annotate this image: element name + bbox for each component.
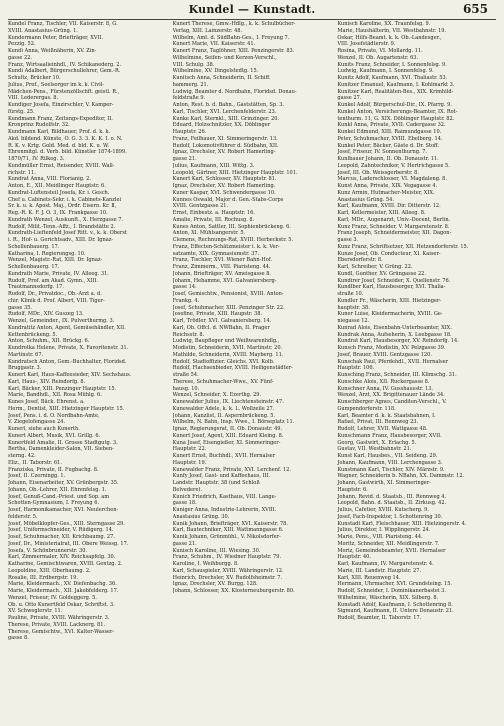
directory-entry-line: Rudolf, Milit.-Tenn.-Affz., I. Brandstätte 2. bbox=[8, 223, 116, 230]
directory-entry-line: Mädchen-Pens., Fürstenzöllschft. geistl. R., bbox=[8, 88, 120, 95]
directory-entry-line: Franz, Effecten-Schätzmeister i. k. k. Ver- bbox=[172, 243, 280, 250]
directory-entry-line: VIII. Schulg. 38. bbox=[172, 61, 215, 68]
directory-entry-line: Ludwig, Baupfleger und Weißwarenhdlg., bbox=[172, 338, 280, 345]
directory-entry-line: Kuner Luise, Kleidermacherin, XVIII. Ge- bbox=[337, 311, 443, 318]
directory-entry-line: richstr. 11. bbox=[8, 169, 36, 176]
directory-entry-line: Wenzel, Gemeinder., IX. Pulverthurmg. 3. bbox=[8, 318, 115, 324]
directory-entry-line: feldstraße 9. bbox=[172, 95, 206, 102]
directory-entry-line: gasse 18. bbox=[172, 500, 197, 507]
directory-entry-line: Kundirer Josef, Schneider, X. Quellenstr. 76. bbox=[337, 277, 451, 284]
page-title: Kundel — Kunstadt. bbox=[188, 3, 316, 16]
directory-entry-line: Kunschke Alois, XII. Ruckergasse 8. bbox=[337, 378, 430, 385]
directory-entry-line: Wilhelmine, Wäscherin, XIX. Silberg. 8. bbox=[337, 594, 439, 601]
directory-entry-line: Kunz Franz, Schriftsetzer, XII. Hetzendorferstr. 15. bbox=[337, 243, 469, 250]
directory-entry-line: Kuniger Anna, Industrie-Lehrerin, XVIII. bbox=[172, 507, 277, 513]
directory-entry-line: satzamte, XIX. Gymnasiumstr. 37. bbox=[172, 250, 260, 257]
directory-entry-line: straße 10. bbox=[337, 291, 364, 297]
directory-entry-line: Josef, Uniformschneider, V. Rüdigerg. 14. bbox=[8, 527, 114, 534]
directory-entry-line: Kunschberger Agnes, Canditen-Verschl., V. bbox=[337, 399, 447, 405]
directory-entry-line: Leopold, Zahntechniker, V. Hertrichgasse 5. bbox=[337, 162, 450, 169]
directory-entry-line: Franz, Zimmerm., VIII. Piaristeng. 44. bbox=[172, 264, 271, 270]
directory-entry-line: Kuna Josef, Eisengießer, XI. Simmeringer- bbox=[172, 439, 281, 446]
directory-entry-line: Reichsstr. 8. bbox=[172, 331, 205, 338]
directory-entry-line: Karl, Kellermeister, XIII. Alleeg. 8. bbox=[337, 210, 426, 216]
directory-entry-line: Kunz Franz, Schneider, V. Margaretenstr. 8. bbox=[337, 223, 450, 230]
directory-entry-line: Marie, Kleidermach., XII. Jakobfelderg. 17. bbox=[8, 588, 119, 594]
directory-entry-line: Rudolf, Beamter, II. Taborstr. 17. bbox=[337, 615, 422, 621]
directory-entry-line: Wagner, Schneiderin b. NBahn, XX. Dammstr. 12. bbox=[337, 473, 465, 480]
directory-column-3 bbox=[337, 21, 496, 718]
directory-entry-line: Kunz Armin, Hutmacher-Meister, XIX. bbox=[337, 189, 435, 196]
directory-entry-line: Kunitsch Anna, Schneiderin, II. Schiff. bbox=[172, 75, 271, 81]
directory-entry-line: Josef, Fach-Inspektor, I. Schottenring 30. bbox=[337, 513, 443, 520]
directory-entry-line: Kunstadt Karl, Fleischhauer, XIII. Hietzingerstr. 4. bbox=[337, 520, 467, 527]
directory-entry-line: Johann, Kaufmann, VIII. Lerchengasse 3. bbox=[337, 459, 443, 466]
directory-entry-line: Kunitz Adolf, Kaufmann, XVI. Thaliastr. 53. bbox=[337, 75, 448, 81]
directory-entry-line: Kunst Anna, Private, XIX. Vegagasse 4. bbox=[337, 183, 438, 189]
directory-entry-line: Kunits Franz, Schneider, I. Sonnenfelsg. 9. bbox=[337, 61, 447, 68]
directory-entry-line: Ignaz, Regierungsrat, II. Ob. Donaustr. 49. bbox=[172, 426, 283, 432]
directory-entry-line: Johann, Schlosser, XX. Klosterneuburgerstr. 80. bbox=[172, 588, 295, 594]
directory-entry-line: Anton, Rest. b. d. Bahn., Gaststätten, Sp. 3. bbox=[172, 102, 285, 108]
directory-entry-line: Hermann, Uhrmacher, XVI. Grundsteing. 15. bbox=[337, 581, 453, 588]
directory-entry-line: Kundler Fr., Wäscherin, XIII. Hietzinger- bbox=[337, 297, 442, 304]
directory-entry-line: Katharine, Gemischtwaren, XVIII. Gentzg. 2. bbox=[8, 561, 123, 567]
directory-entry-line: Josef, II. Czerningg. 1. bbox=[8, 473, 66, 480]
directory-entry-line: Hauptstr. 40. bbox=[337, 554, 371, 561]
directory-entry-line: Modistin, Schneiderin, XVII. Martinstr. 20. bbox=[172, 345, 283, 351]
directory-entry-line: Therese, Gemischtw., XVI. Kalter-Wasser- bbox=[8, 628, 115, 635]
directory-entry-line: felderstr. 5. bbox=[8, 513, 38, 520]
directory-entry-line: Kunitzer Karl, Realitäten-Bes., XIX. Krimhild- bbox=[337, 88, 454, 95]
directory-entry-line: Landstr. Hauptstr. 38 (und Schloß bbox=[172, 480, 260, 486]
directory-entry-line: Kunstmann Karl, Tischler, XIV. Märzstr. 9. bbox=[337, 466, 445, 473]
directory-entry-line: Kunst Karl, Hausbes., VII. Seideng. 29. bbox=[337, 453, 438, 459]
directory-entry-line: Kunert Karl, Schlosser, XV. Hauptstr. 81. bbox=[172, 176, 277, 183]
directory-entry-line: Josef, Möbelklopfer-Ges., XIII. Sterngasse 29. bbox=[8, 520, 125, 527]
directory-entry-line: Kundlber Karl, Hausbesorger, XVI. Thalia- bbox=[337, 284, 446, 291]
directory-entry-line: Hauptstr. 6. bbox=[337, 486, 368, 493]
directory-entry-line: gasse 3. bbox=[337, 237, 359, 243]
directory-entry-line: Kundl, Gunther, XV. Grüngasse 22. bbox=[337, 270, 426, 277]
directory-entry-line: Karl, Trödler, XVI. Galvaniersberg. 14. bbox=[172, 318, 272, 324]
directory-entry-line: gasse 22. bbox=[8, 54, 33, 61]
directory-entry-line: Wilhelmine, XV. Dingelstedtg. 15. bbox=[172, 68, 259, 75]
directory-entry-line: Kundmann Karl, Bildhauer, Prof. d. k. k. bbox=[8, 129, 111, 135]
directory-entry-line: Kunlbauer Johann, II. Ob. Donaustr. 11. bbox=[337, 156, 439, 162]
directory-entry-line: Leopoldine, XIII. Oberbaumg. 2. bbox=[8, 567, 91, 574]
directory-entry-line: Kundermann Peter, Briefträger, XVII. bbox=[8, 34, 104, 41]
directory-entry-line: Kronprinz Rudolfstr. 32. bbox=[8, 122, 70, 129]
directory-entry-line: Kuner Kaspar, XVI. Schwendergasse 10. bbox=[172, 189, 276, 196]
directory-entry-line: Josefine, Private, XIII. Haupstr. 38. bbox=[172, 311, 263, 318]
directory-entry-line: Kunstadt Adolf, Kaufmann, I. Schottenring 8. bbox=[337, 601, 453, 608]
directory-entry-line: Kunkel Peter, Bäcker, Gäste d. Dr. Stoff. bbox=[337, 142, 439, 149]
directory-entry-line: Kundi Anna, Weißnäherin, XV. Zin- bbox=[8, 48, 97, 54]
directory-entry-line: Karl, Schauspieler, XVIII. Währingerstr. 12. bbox=[172, 567, 284, 574]
directory-entry-line: Kunrad Alois, Eisenbahn-Unterbeamter, XIX. bbox=[337, 324, 452, 331]
directory-entry-line: Ignaz, Drechsler, XV. Robert Hamerling. bbox=[172, 183, 276, 189]
directory-entry-line: Anton, E., XII. Meidlinger Hauptstr. 6. bbox=[8, 183, 106, 189]
directory-entry-line: Verlag, XIII. Lainzerstr. 48. bbox=[172, 27, 243, 34]
directory-entry-line: Kundrath-Lieftenfeld Josef Ritt. v., k. k. Oberst bbox=[8, 230, 127, 237]
directory-entry-line: Belvedere). bbox=[172, 486, 203, 493]
directory-entry-line: Karl, Bäcker, XIII. Penzinger Hauptstr. 15. bbox=[8, 385, 117, 392]
directory-entry-line: Johann, Gastwirth, XI. Simmeringer- bbox=[337, 480, 431, 486]
directory-entry-line: Georg, Gastwirt, X. Erlachg. 5. bbox=[337, 439, 417, 446]
directory-entry-line: Wilhelm, Amt. d. SüdBahn-Ges., I. Freyung 7. bbox=[172, 34, 290, 41]
directory-entry-line: XVIII. Anastasius-Grüng. 1. bbox=[8, 27, 78, 34]
directory-entry-line: gasse 35. bbox=[8, 304, 33, 311]
directory-entry-line: VIII. Josefstädterstr. 9. bbox=[337, 41, 396, 48]
directory-entry-line: Kunkl Anna, Private, XVII. Cadergasse 32. bbox=[337, 122, 446, 129]
directory-entry-line: Anton, Schuhm., XII. Brückg. 6. bbox=[8, 338, 90, 345]
directory-entry-line: Wenzel, Friseur, IV. Goldeggerg. 5. bbox=[8, 594, 97, 601]
directory-entry-line: Kunewalder Franz, Private, XVI. Lerchenf. 12. bbox=[172, 466, 291, 473]
directory-entry-line: Karl, MDr., Augenarzt, Univ.-Docent, Berlin. bbox=[337, 216, 451, 223]
directory-entry-line: Karl, XIII. Reuenweg 14. bbox=[337, 574, 401, 581]
directory-entry-line: Kunisch Karoline, XX. Traunfelsg. 9. bbox=[337, 21, 431, 27]
directory-entry-line: Karl, Schreiber, V. Grüng. 22. bbox=[337, 264, 413, 270]
directory-entry-line: chir. Klinik d. Prof. Albert, VIII. Tiger- bbox=[8, 297, 105, 304]
directory-entry-line: gasse 8. bbox=[8, 635, 29, 642]
directory-columns bbox=[8, 21, 496, 718]
directory-entry-line: Josef, Friseur, IV. Sonnenthurng. 7. bbox=[337, 149, 427, 156]
directory-entry-line: Johann, Briefträger, XV. Ameisgasse 8. bbox=[172, 270, 272, 277]
directory-entry-line: Josef, Dr., Ministerialrat, III. Obere Weissg. 17. bbox=[8, 540, 129, 547]
directory-entry-line: hausg. 10. bbox=[172, 385, 200, 392]
directory-entry-line: Karl, Kaufmann, IV. Margaretenstr. 4. bbox=[337, 561, 434, 567]
directory-entry-line: Reg.-R. K. F. J. O. 3, IX. Frankgasse 10. bbox=[8, 210, 108, 216]
directory-entry-line: Kunnes Oswald, Major d. Gen.-Stabs-Corps bbox=[172, 196, 284, 203]
directory-entry-line: Josef, III. Ob. Weissgerberstr. 8. bbox=[337, 169, 419, 176]
directory-entry-line: Schultz, Brücker 10. bbox=[8, 75, 61, 81]
directory-entry-line: Rudolf, Stadtoffizier. Gleichs. XVI. Kolb. bbox=[172, 358, 275, 365]
directory-entry-line: Schellenbauerg. 17. bbox=[8, 264, 60, 270]
directory-entry-line: Kunert Franz, Taglöhner, XIII. Penzingerstr. 83. bbox=[172, 48, 295, 54]
directory-entry-line: Rafael, Privat, III. Rennweg 23. bbox=[337, 419, 419, 426]
directory-entry-line: Kundmann Franz, Zeitungs-Expeditor, II. bbox=[8, 115, 113, 122]
directory-entry-line: Anton, XI. Mühlsangerstr. 5. bbox=[172, 230, 246, 237]
directory-entry-line: Josef, Schuhmacher, XIII. Penzinger Str. 22. bbox=[172, 304, 285, 311]
directory-entry-line: Kunschmann Franz, Hausbesorger, XVII. bbox=[337, 432, 442, 439]
directory-entry-line: Franziska, Private, II. Fugbachg. 8. bbox=[8, 466, 99, 473]
directory-entry-line: Hauptstr. 19. bbox=[172, 459, 207, 466]
directory-column-2 bbox=[173, 21, 332, 718]
directory-entry-line: Kunschner Anna, IV. Gusshausstr. 13. bbox=[337, 385, 434, 392]
directory-entry-line: Mathilde, Schneiderin, XVIII. Mayberg. 11. bbox=[172, 351, 284, 358]
directory-entry-line: R. K. v. Krtg. Gold. Med. d. bld. K. u. W. bbox=[8, 142, 109, 149]
directory-entry-line: Pezzig. 52. bbox=[8, 41, 36, 48]
directory-entry-line: Kunes Josef, Bäck. Ehrenst. a. bbox=[8, 399, 85, 405]
directory-entry-line: Wenzel, Schneider, X. Ezerthg. 29. bbox=[172, 392, 262, 399]
directory-entry-line: Ludwig, Beamter d. Nordbahn, Floridsd. Donau- bbox=[172, 88, 297, 95]
directory-entry-line: Therese, Private, XVIII. Lacknerg. 81. bbox=[8, 621, 106, 628]
directory-entry-line: Moriz, Gemeindebeamter, XVII. Hernalser bbox=[337, 547, 446, 554]
directory-entry-line: Gumpendorferstr. 118. bbox=[337, 405, 396, 412]
directory-entry-line: Karl, Zimmermaler, XIV. Reichsapfelg. 30. bbox=[8, 554, 116, 561]
directory-entry-line: Kunisch Karoline, III. Wiesing. 30. bbox=[172, 547, 261, 554]
directory-entry-line: Josefa, V. Schönbrunnerstr. 30. bbox=[8, 547, 88, 554]
directory-entry-line: Marcus, Laderschlosser, VI. Magdaleng. 8. bbox=[337, 176, 447, 183]
directory-column-1 bbox=[8, 21, 167, 718]
directory-entry-line: Ob. u. Otto Kunertfeld Oskar, Schriftst. 3. bbox=[8, 601, 115, 608]
directory-entry-line: sterng. 42. bbox=[8, 453, 36, 459]
directory-entry-line: Rudolf, Flachsenbieder, XVIII. Heiligenstädter- bbox=[172, 365, 293, 372]
directory-entry-line: Trautmannsdorfg. 17. bbox=[8, 284, 64, 291]
directory-entry-line: Kunert Ernst, Buchhdl., XVII. Hernalser bbox=[172, 453, 276, 459]
directory-entry-line: hammerg. 21. bbox=[172, 81, 209, 88]
directory-entry-line: Josef, Pens. i. d. Ö. Nordbahn-Amte, bbox=[8, 412, 100, 419]
directory-entry-line: XVIII. Gentzgasse 21. bbox=[172, 203, 229, 210]
directory-entry-line: Julius, Prof., Seelsorger im k. k. Civil- bbox=[8, 81, 105, 88]
directory-entry-line: Moritz, Schneider, XII. Meidlingerstr. 7. bbox=[337, 540, 440, 547]
directory-entry-line: Karoline, I. Weihburgg. 8. bbox=[172, 561, 239, 567]
directory-entry-line: Marie, Pens., VIII. Piaristeng. 44. bbox=[337, 534, 423, 540]
directory-entry-line: Oskar, Hilfs-Beamt. k. k. Ob.-Landesger., bbox=[337, 34, 442, 41]
directory-entry-line: Kunert Karl, Haus-Kaffeesieder, XIV. Sechshaus. bbox=[8, 372, 132, 378]
directory-entry-line: Kunertfeld Amalie, II. Grosse Stadtgutg. 3. bbox=[8, 439, 118, 446]
page-number: 655 bbox=[462, 2, 488, 16]
directory-entry-line: Marie, Kleidermach., XV. Diefenbachg. 36. bbox=[8, 581, 117, 588]
directory-entry-line: Sigmund, Kaufmann, II. Untere Donaustr. 21. bbox=[337, 608, 454, 615]
directory-entry-line: Ludwig, Kaufmann, I. Sonnenfelsg. 9. bbox=[337, 68, 434, 75]
directory-entry-line: Kunert Albert, Musik, XVI. Grillg. 6. bbox=[8, 432, 101, 439]
directory-entry-line: Eduard, Holzschnitzler, XX. Döblinger bbox=[172, 122, 271, 129]
directory-entry-line: VIII. Lederergas. 8. bbox=[8, 95, 59, 102]
directory-entry-line: Kunkel Adolf, Bürgerschul-Dir., IX. Pfarrg. 9. bbox=[337, 102, 452, 108]
directory-entry-line: Akd. bildend. Künste, Ö. G. 3. 3. K. K. I. o. N. bbox=[8, 135, 123, 142]
directory-entry-line: Rudolf, Lehrer, XVII. Wattgasse 48. bbox=[337, 426, 428, 432]
directory-entry-line: Frankg. 4. bbox=[172, 297, 200, 304]
directory-entry-line: Rudolf, Dr., Privatdoc., Ob.-Arzt a. d. bbox=[8, 291, 102, 297]
directory-entry-line: Peter, Schuhmacher, XVIII. Ebelberg. 14. bbox=[337, 135, 443, 142]
directory-entry-line: Wilhelmine, Seifen- und Kerzen-Verschl., bbox=[172, 54, 277, 61]
directory-entry-line: tenthurm. 11, G. XIX. Döblinger Hauptstr. 82. bbox=[337, 115, 455, 122]
directory-entry-line: Leopold, Bahn. d. Staatsb., II. Zirkusg. 42. bbox=[337, 500, 447, 507]
directory-entry-line: Herm., Dentist, XIII. Hietzinger Hauptstr. 15. bbox=[8, 405, 125, 412]
directory-entry-line: Josef, Genuß-Cand.-Priest. und Sop. am bbox=[8, 493, 110, 500]
directory-entry-line: Wenzel, II. Ob. Augartenstr. 63. bbox=[337, 54, 419, 61]
directory-entry-line: Kundrat-Luftensteil Josefa, Kr. i. Gesch. bbox=[8, 189, 110, 196]
directory-entry-line: Rudolf, Lokomotivführer d. Südbahn, XII. bbox=[172, 142, 279, 149]
directory-entry-line: Julius, Cafetier, XVIII. Kutscherg. 9. bbox=[337, 507, 430, 513]
directory-entry-line: Rosalie, III. Erdbergstr. 19. bbox=[8, 574, 78, 581]
directory-entry-line: Kundmüller Ernst, Reisender, XVIII. Wall- bbox=[8, 162, 115, 169]
directory-entry-line: Heinrich, Drechsler, XV. Rudolfsheimstr. 7. bbox=[172, 574, 283, 581]
page-header bbox=[0, 0, 504, 20]
directory-entry-line: 1870/71, IV. Rilkeg. 3. bbox=[8, 156, 65, 162]
directory-entry-line: Wenzel, Arzt, XX. Brigittenauer Lände 34. bbox=[337, 392, 445, 399]
directory-entry-line: Kettenbrückeng. 5. bbox=[8, 331, 58, 338]
directory-entry-line: Kunert Marie, VII. Kaiserstr. 41. bbox=[172, 41, 256, 48]
directory-entry-line: gasse 21. bbox=[172, 540, 197, 547]
directory-entry-line: Hauptstr. 106. bbox=[337, 365, 375, 372]
directory-entry-line: Kunke Karl, Sternkl., XIII. Grinzinger. 20. bbox=[172, 115, 280, 122]
directory-entry-line: Johann, Ob.-Lehrer, XII. Ehrenfelsg. 1. bbox=[8, 486, 107, 493]
directory-entry-line: gasse 21. bbox=[172, 156, 197, 162]
directory-entry-line: Wenzel, Magistr.-Rat, XIII. Dr. Ignaz- bbox=[8, 257, 103, 264]
directory-entry-line: Schotten-Gymnasium, I. Freyung 6. bbox=[8, 500, 100, 507]
directory-entry-line: Bruggastr. 3. bbox=[8, 365, 42, 372]
directory-entry-line: hauptstr. 38. bbox=[337, 304, 370, 311]
directory-entry-line: Schellenbauerg. 17. bbox=[8, 243, 60, 250]
directory-entry-line: V. Ziegelofengasse 24. bbox=[8, 419, 66, 426]
directory-entry-line: Josef, Gemischtw., Pensionist, XVIII. Anton- bbox=[172, 291, 284, 297]
directory-entry-line: Marie, III. Landstr. Hauptstr. 27. bbox=[337, 567, 422, 574]
directory-entry-line: Kunewalder Adele, k. k. L. Wollzeile 27. bbox=[172, 405, 275, 412]
directory-entry-line: Kundrat Anna, VIII. Florianig. 2. bbox=[8, 176, 91, 183]
directory-entry-line: XV. Schweglerstr. 11. bbox=[8, 608, 63, 615]
directory-entry-line: Gustav, VII. Westbahnstr. 21. bbox=[337, 446, 412, 453]
directory-entry-line: Johann, Hebamme, XVI. Galvaniersberg- bbox=[172, 277, 277, 284]
directory-entry-line: Kunert Josef, Agent, XIII. Eduard Kleing. 8. bbox=[172, 432, 284, 439]
directory-entry-line: Ernst, Einbestz. a. Hauptstr. 16. bbox=[172, 210, 255, 216]
directory-entry-line: Kundrak Anna, Aufseherin, X. Leebgasse 18. bbox=[337, 331, 452, 338]
directory-entry-line: Kunkel Anton, Versicherungs-Beamter, IX. Rot- bbox=[337, 108, 458, 115]
directory-entry-line: Karl, Ob. Offcl. d. NWBahn, II. Prager bbox=[172, 324, 270, 331]
directory-entry-line: Kundiger Josefa, Einzirschler, V. Kamper- bbox=[8, 102, 114, 108]
directory-entry-line: Ebersdorferstr. 8. bbox=[337, 257, 383, 264]
directory-entry-line: Ignaz, Drechsler, XV. Robert Hamerling- bbox=[172, 149, 276, 156]
directory-entry-line: Clemens, Rechnungs-Rat, XVIII. Herbeckstr. 5. bbox=[172, 237, 294, 243]
directory-entry-line: Therese, Schuhmacher-Wwe., XV. Fünf- bbox=[172, 378, 274, 385]
directory-entry-line: Rosina, Private, VI. Mollardg. 11. bbox=[337, 48, 423, 54]
directory-entry-line: Hauptstr. 26. bbox=[172, 129, 207, 135]
directory-entry-line: gasse 14. bbox=[172, 284, 197, 291]
directory-entry-line: Kundi Adalbert, Bürgerschullehrer, Gem.-R. bbox=[8, 68, 121, 75]
directory-entry-line: Kundratsch Anton, Gem.-Buchhalter, Floridsd. bbox=[8, 358, 127, 365]
directory-entry-line: Josef, Brauer, XVIII. Gentzgasse 120. bbox=[337, 351, 432, 358]
directory-entry-line: Kunik Johann, Briefträger, XVI. Kaiserstr. 78. bbox=[172, 520, 288, 527]
directory-entry-line: Karl, Bautechniker, XIII. Wattmanngasse 6. bbox=[172, 527, 284, 534]
directory-entry-line: Rudolf, Prof. am Akad. Gymn., XIII. bbox=[8, 277, 99, 284]
directory-entry-line: Kunze Josef, Ob. Conducteur, XI. Kaiser- bbox=[337, 250, 441, 257]
directory-entry-line: Franz, Tischler, XVI. Wiener Bahn-Hof. bbox=[172, 257, 273, 264]
directory-entry-line: Chef u. Cabinets-Sekr. i. k. Cabinets-Kanzlei bbox=[8, 196, 122, 203]
directory-entry-line: Martinstr. 67. bbox=[8, 351, 44, 358]
directory-entry-line: straße 54. bbox=[172, 372, 199, 378]
directory-entry-line: Marie, Haushälterin, VII. Westbahnstr. 19. bbox=[337, 27, 447, 34]
directory-entry-line: Kunes Anton, Sattler, III. Sophienbrückeng. 6. bbox=[172, 223, 291, 230]
directory-entry-line: Amalie, Private, III. Rochusg. 8. bbox=[172, 216, 255, 223]
directory-entry-line: Kundrotka Helene, Private, X. Favoritenstr. 31. bbox=[8, 345, 129, 351]
directory-entry-line: Kundrath Wenzel, Auskunft., X. Herzgasse 7. bbox=[8, 216, 124, 223]
directory-entry-line: Katharina, I. Regierungsg. 10. bbox=[8, 250, 86, 257]
directory-entry-line: Ignaz, Drechsler, XV. Burgg. 128. bbox=[172, 581, 258, 588]
directory-entry-line: Franz, Feilhauer, XI. Simmeringerstr. 13. bbox=[172, 135, 278, 142]
directory-entry-line: Anastasius Grüng. 54. bbox=[337, 196, 394, 203]
directory-entry-line: Franz, Schuhm., IV. Wiedner Hauptstr. 79. bbox=[172, 554, 282, 561]
directory-entry-line: Karl, Haus-, XIV. Reindorfg. 8. bbox=[8, 378, 86, 385]
directory-entry-line: fürstg. 25. bbox=[8, 108, 35, 115]
directory-entry-line: Julius, Kaufmann, XIII. Wittg. 3. bbox=[172, 162, 255, 169]
directory-entry-line: Kunich Friedrich, Kasthaus, VIII. Lange- bbox=[172, 493, 277, 500]
directory-entry-line: Julius, Direktor, I. Wipplingerstr. 24. bbox=[337, 527, 431, 534]
directory-entry-line: Kunsching Franz, Schneider, III. Klimschg. 31. bbox=[337, 372, 457, 378]
directory-entry-line: Marie, Bandhdl., XII. Rosa Mühlg. 6. bbox=[8, 392, 102, 399]
directory-entry-line: Sr. k. u. k. Apost. Maj., Ordr. Eisern. Kr. Ⅱ, bbox=[8, 203, 117, 210]
directory-entry-line: Rudolf, MDr., XIV. Guszeg 13. bbox=[8, 311, 84, 318]
directory-entry-line: Bertha, Damenkleider-Salon, VII. Sieben- bbox=[8, 446, 114, 453]
directory-entry-line: Rudolf, Schneider, I. Dominikanerbastei 3. bbox=[337, 588, 446, 594]
directory-entry-line: Johann, Kanzlist, II. Aspernbrückeng. 5. bbox=[172, 412, 276, 419]
directory-entry-line: Wilhelm, N. Bahn, Insp. Wwe., I. Börseplatz 11. bbox=[172, 419, 295, 426]
directory-entry-line: Johann, Revid. d. Staatsb., III. Rennweg 4. bbox=[337, 493, 447, 500]
directory-entry-line: Anastasius Grüng. 30. bbox=[172, 513, 230, 520]
directory-entry-line: Leopold, Gärtner, XIII. Hietzinger Hauptstr. 101. bbox=[172, 169, 298, 176]
directory-entry-line: niegasse 12. bbox=[337, 318, 370, 324]
directory-entry-line: Josef, Harmonikamacher, XVI. Neulerchen- bbox=[8, 507, 119, 513]
header-rule bbox=[8, 19, 496, 20]
directory-entry-line: Kunschak Paul, Pferdehdl., XVII. Hernalser bbox=[337, 358, 448, 365]
directory-entry-line: Pauline, Private, XVIII. Währingerstr. 3. bbox=[8, 615, 110, 621]
directory-entry-line: Kunerl, siehe auch Kunerth. bbox=[8, 426, 80, 432]
directory-entry-line: Kunfy Josef, Gast- und Kaffeehaus, III. bbox=[172, 473, 271, 480]
directory-entry-line: Josef, Schuhmacher, XII. Krichbaumg. 27. bbox=[8, 534, 115, 540]
directory-entry-line: Hauptstr. 22. bbox=[172, 446, 207, 453]
directory-entry-line: Franz Joseph, Schneidermeister, XII. Dagon- bbox=[337, 230, 452, 237]
directory-entry-line: Kundel Franz, Tischler, VII. Kaiserstr. 8, G. bbox=[8, 21, 118, 27]
directory-entry-line: Ehrenmitgl. d. Verb. bild. Künstler 1874-1899. bbox=[8, 149, 127, 156]
directory-entry-line: Kunsch Franz, Modistin, XV. Pelzgasse 39. bbox=[337, 345, 446, 351]
directory-entry-line: Eliz., II. Taborstr. 61. bbox=[8, 459, 62, 466]
directory-entry-line: Johann, Eisenarbeiter, XV. Grünbergstr. 35. bbox=[8, 480, 119, 486]
directory-entry-line: Karl, Beamter d. k. k. Staatsbahnen, I. bbox=[337, 412, 436, 419]
directory-entry-line: Kundrat Karl, Hausbesorger, XV. Reindorfg. 14. bbox=[337, 338, 459, 345]
directory-entry-line: Kundrath Marie, Private, IV. Alleeg. 31. bbox=[8, 270, 109, 277]
directory-entry-line: Kundratitz Anton, Agent, Gemüsehändler, XII. bbox=[8, 324, 126, 331]
directory-entry-line: Franz, Wirtsaalieinhdl., IV. Schikanederg. 2. bbox=[8, 61, 122, 68]
directory-entry-line: Kunert Therese, Gmw.-Hdlg., k. k. Schulbücher- bbox=[172, 21, 296, 27]
directory-entry-line: i. R., Hof- u. Gerichtsadv., XIII. Dr. Ignaz- bbox=[8, 237, 114, 243]
directory-entry-line: gasse 27. bbox=[337, 95, 362, 102]
directory-entry-line: Karl, Kaufmann, XVIII. Dir. Ditterstr. 12. bbox=[337, 203, 441, 210]
directory-entry-line: Kunik Johann, Grünmühl., V. Nikolsdorfer- bbox=[172, 534, 281, 540]
directory-entry-line: Kunkel Edmund, XIII. Raimundgasse 10. bbox=[337, 129, 442, 135]
directory-entry-line: Kunitzer Emanuel, Kaufmann, I. Kohlmarkt 3. bbox=[337, 81, 455, 88]
directory-entry-line: Karl, Tischler, XVI. Lerchenfelderstr. 23. bbox=[172, 108, 277, 115]
directory-entry-line: Kunewalder Julius, IX. Liechtensteinstr. 47. bbox=[172, 399, 284, 405]
